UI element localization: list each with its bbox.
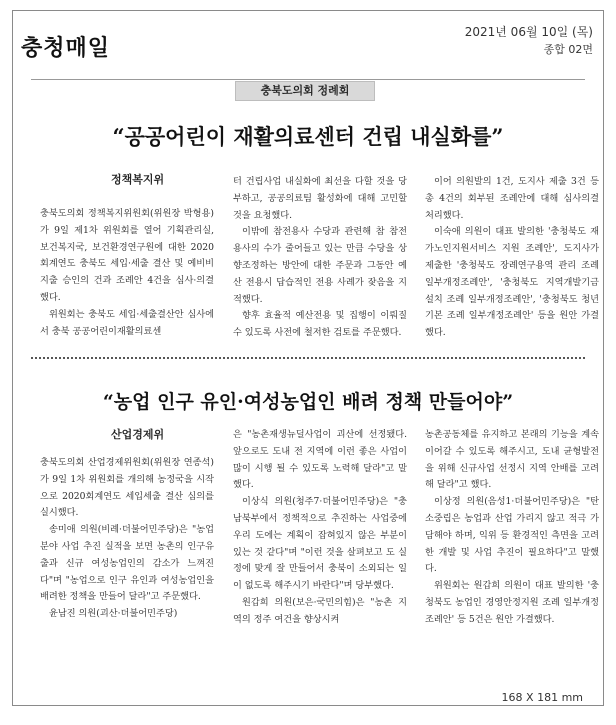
- paragraph: 향후 효율적 예산전용 및 집행이 이뤄질 수 있도록 사전에 철저한 검토를 주문했다.: [233, 310, 407, 339]
- article-divider: [31, 357, 585, 359]
- article2-headline: “농업 인구 유인·여성농업인 배려 정책 만들어야”: [102, 391, 514, 413]
- clipping-frame: [12, 10, 604, 706]
- paragraph: 농촌공동체를 유지하고 본래의 기능을 계속 이어갈 수 있도록 해주시고, 도내 균형발전을 위해 신규사업 선정시 지역 안배를 고려해 달라"고 했다.: [425, 429, 599, 491]
- article1-byline: 정책복지위: [111, 173, 165, 186]
- article2-column-2: [233, 427, 407, 629]
- paragraph: 은 "농촌재생뉴딜사업이 괴산에 선정됐다. 앞으로도 도내 전 지역에 이런 좋은 사업이 많이 시행 될 수 있도록 노력해 달라"고 말했다.: [233, 429, 407, 491]
- publish-date: 2021년 06월 10일 (목): [464, 25, 593, 39]
- paragraph: 송미애 의원(비례·더불어민주당)은 "농업분야 사업 추진 실적을 보면 농촌의 인구유출과 신규 여성농업인의 감소가 느껴진다"며 "농업으로 인구 유인과 여성농업인을 배려한 정책을 만들어 달라"고 주문했다.: [40, 524, 214, 603]
- paragraph: 이어 의원발의 1건, 도지사 제출 3건 등 총 4건의 회부된 조례안에 대해 심사의결 처리했다.: [425, 176, 599, 221]
- paragraph: 이밖에 참전용사 수당과 관련해 참 참전용사의 수가 줄어들고 있는 만큼 수당을 상향조정하는 방안에 대한 주문과 그동안 예산 전용시 답습적인 전용 사례가 잦음을 지적했다.: [233, 226, 407, 305]
- article1-column-1: [40, 206, 214, 340]
- clipping-size: 168 X 181 mm: [501, 691, 583, 704]
- paragraph: 원갑희 의원(보은·국민의힘)은 "농촌 지역의 정주 여건을 향상시켜: [233, 596, 407, 625]
- article1-column-2: [233, 174, 407, 342]
- article2-byline: 산업경제위: [111, 428, 165, 441]
- paragraph: 위원회는 충북도 세입·세출결산안 심사에서 충북 공공어린이재활의료센: [40, 308, 214, 337]
- paragraph: 이상식 의원(청주7·더불어민주당)은 "충남북부에서 정책적으로 추진하는 사업중에 우리 도에는 계획이 잡혀있지 않은 부분이 있는 것 같다"며 "이런 것을 살펴보고 도 실정에 맞게 잘 만들어서 충북이 소외되는 일이 없도록 해주시기 바란다"며 당부했다.: [233, 496, 407, 592]
- paragraph: 이숙애 의원이 대표 발의한 '충청북도 재가노인지원서비스 지원 조례안', 도지사가 제출한 '충청북도 장례연구용역 관리 조례 일부개정조례안', '충청북도 지역개발기금 설치 조례 일부개정조례안', '충청북도 청년기본 조례 일부개정조례안' 등을 원안 가결했다.: [425, 226, 599, 339]
- paragraph: 충북도의회 정책복지위원회(위원장 박형용)가 9일 제1차 위원회를 열어 기획관리실, 보건복지국, 보건환경연구원에 대한 2020회계연도 충북도 세입·세출 결산 및 예비비 지출 승인의 건과 조례안 4건을 심사·의결했다.: [40, 208, 214, 303]
- section-label: 충북도의회 정례회: [235, 81, 375, 101]
- paragraph: 충북도의회 산업경제위원회(위원장 연종석)가 9일 1차 위원회를 개의해 농정국을 시작으로 2020회계연도 세입세출 결산 심의를 실시했다.: [40, 457, 214, 519]
- article1-headline: “공공어린이 재활의료센터 건립 내실화를”: [112, 124, 504, 149]
- paragraph: 위원회는 원갑희 의원이 대표 발의한 '충청북도 농업인 경영안정지원 조례 일부개정조례안' 등 5건은 원안 가결했다.: [425, 580, 599, 625]
- page-label: 종합 02면: [543, 43, 593, 56]
- top-rule: [31, 79, 585, 80]
- article2-column-1: [40, 455, 214, 623]
- masthead: 충청매일: [21, 36, 111, 61]
- paragraph: 터 건립사업 내실화에 최선을 다할 것을 당부하고, 공공의료팀 활성화에 대해 고민할 것을 요청했다.: [233, 176, 407, 221]
- article2-column-3: [425, 427, 599, 629]
- article1-column-3: [425, 174, 599, 342]
- paragraph: 윤남진 의원(괴산·더불어민주당): [49, 608, 178, 620]
- paragraph: 이상정 의원(음성1·더불어민주당)은 "탄소중립은 농업과 산업 가리지 않고 적극 가담해야 하며, 익위 등 환경적인 측면을 고려한 개발 및 사업 추진이 필요하다"고 말했다.: [425, 496, 599, 575]
